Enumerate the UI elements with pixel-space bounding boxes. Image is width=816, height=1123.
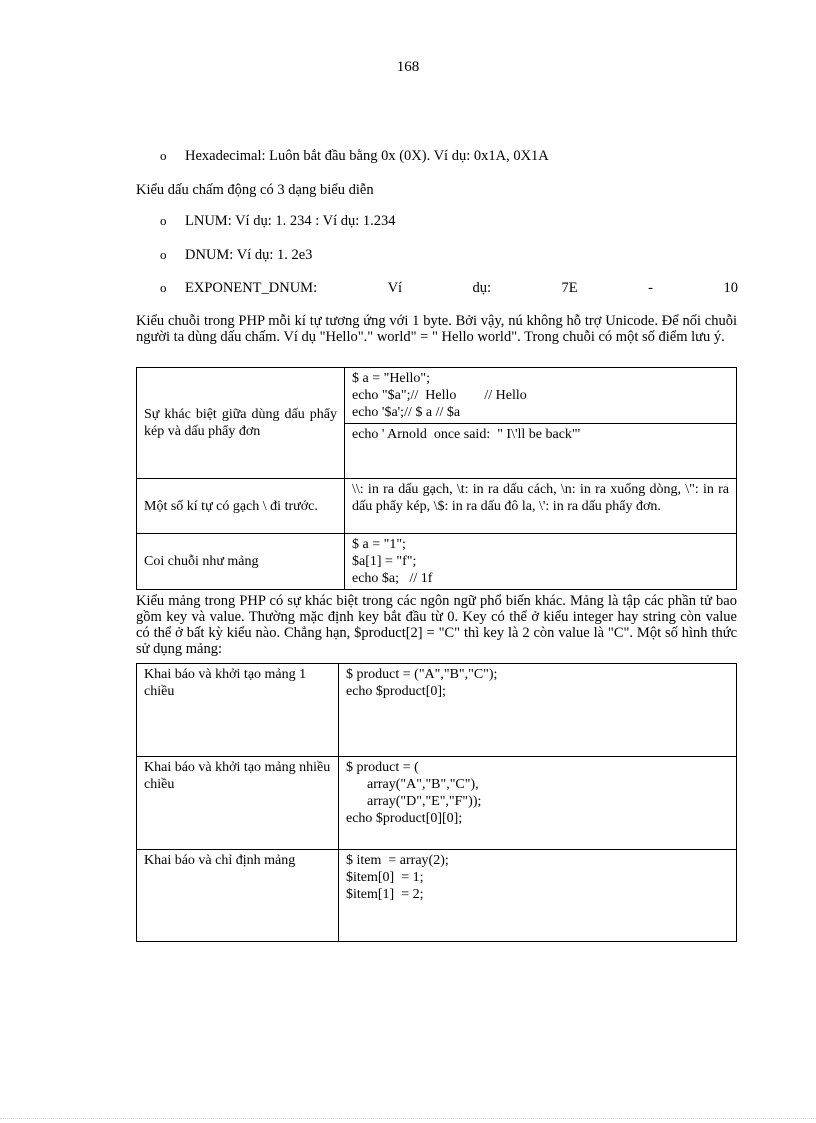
lnum-bullet xyxy=(160,212,740,230)
table-cell-label: Sự khác biệt giữa dùng dấu phẩy kép và dấu phẩy đơn xyxy=(137,368,345,479)
code-block: $ a = "1"; $a[1] = "f"; echo $a; // 1f xyxy=(352,537,433,586)
table-row xyxy=(137,850,737,942)
table-row xyxy=(137,479,737,534)
code-block: echo ' Arnold once said: " I\'ll be back"' xyxy=(352,427,581,442)
array-paragraph: Kiểu mảng trong PHP có sự khác biệt trong các ngôn ngữ phổ biến khác. Mảng là tập các phần tử bao gồm key và value. Thường mặc định key bắt đầu từ 0. Key có thể ở kiểu integer hay string còn value có thể ở bất kỳ kiểu nào. Chẳng hạn, $product[2] = "C" thì key là 2 còn value là "C". Một số hình thức sử dụng mảng: xyxy=(136,593,737,657)
dnum-text: DNUM: Ví dụ: 1. 2e3 xyxy=(185,247,313,263)
table-cell-code xyxy=(345,368,737,424)
table-row xyxy=(137,757,737,850)
table-cell-label: Một số kí tự có gạch \ đi trước. xyxy=(137,479,345,534)
table-cell-label: Khai báo và chỉ định mảng xyxy=(137,850,339,942)
exponent-word-2: dụ: xyxy=(472,280,492,296)
table-row xyxy=(137,534,737,590)
table-cell-label: Khai báo và khởi tạo mảng 1 chiều xyxy=(137,664,339,757)
code-block: $ a = "Hello"; echo "$a";// Hello // Hello echo '$a';// $ a // $a xyxy=(352,371,527,420)
exponent-bullet xyxy=(160,279,738,297)
table-cell-text: \\: in ra dấu gạch, \t: in ra dấu cách, \n: in ra xuống dòng, \": in ra dấu phẩy kép, \$: in ra dấu đô la, \': in ra dấu phẩy đơn. xyxy=(345,479,737,534)
bullet-mark: o xyxy=(160,280,167,295)
hex-bullet-text: Hexadecimal: Luôn bắt đầu bằng 0x (0X). Ví dụ: 0x1A, 0X1A xyxy=(185,148,549,164)
bullet-mark: o xyxy=(160,247,167,262)
table-cell-label: Khai báo và khởi tạo mảng nhiều chiều xyxy=(137,757,339,850)
exponent-word-1: Ví xyxy=(387,280,403,296)
code-block: $ product = ( array("A","B","C"), array("D","E","F")); echo $product[0][0]; xyxy=(346,760,482,826)
float-intro: Kiểu dấu chấm động có 3 dạng biểu diễn xyxy=(136,182,374,198)
dnum-bullet xyxy=(160,246,740,264)
code-block: $ item = array(2); $item[0] = 1; $item[1] = 2; xyxy=(346,853,449,902)
table-cell-code xyxy=(345,534,737,590)
table-cell-code xyxy=(345,424,737,479)
array-table xyxy=(136,663,737,942)
hex-bullet xyxy=(160,147,740,165)
page-number: 168 xyxy=(396,59,420,75)
table-cell-code xyxy=(339,757,737,850)
table-row xyxy=(137,368,737,424)
table-cell-code xyxy=(339,664,737,757)
table-cell-code xyxy=(339,850,737,942)
exponent-word-0: EXPONENT_DNUM: xyxy=(185,280,318,296)
string-paragraph: Kiểu chuỗi trong PHP mỗi kí tự tương ứng với 1 byte. Bởi vậy, nú không hỗ trợ Unicode. Để nối chuỗi người ta dùng dấu chấm. Ví dụ "Hello"." world" = " Hello world". Trong chuỗi có một số điểm lưu ý. xyxy=(136,313,737,345)
exponent-word-5: 10 xyxy=(723,280,738,296)
bullet-mark: o xyxy=(160,148,167,163)
string-table xyxy=(136,367,737,590)
page-bottom-divider xyxy=(0,1118,816,1119)
lnum-text: LNUM: Ví dụ: 1. 234 : Ví dụ: 1.234 xyxy=(185,213,396,229)
bullet-mark: o xyxy=(160,213,167,228)
code-block: $ product = ("A","B","C"); echo $product[0]; xyxy=(346,667,498,699)
exponent-word-4: - xyxy=(648,280,653,296)
table-cell-label: Coi chuỗi như mảng xyxy=(137,534,345,590)
table-row xyxy=(137,664,737,757)
exponent-word-3: 7E xyxy=(561,280,578,296)
